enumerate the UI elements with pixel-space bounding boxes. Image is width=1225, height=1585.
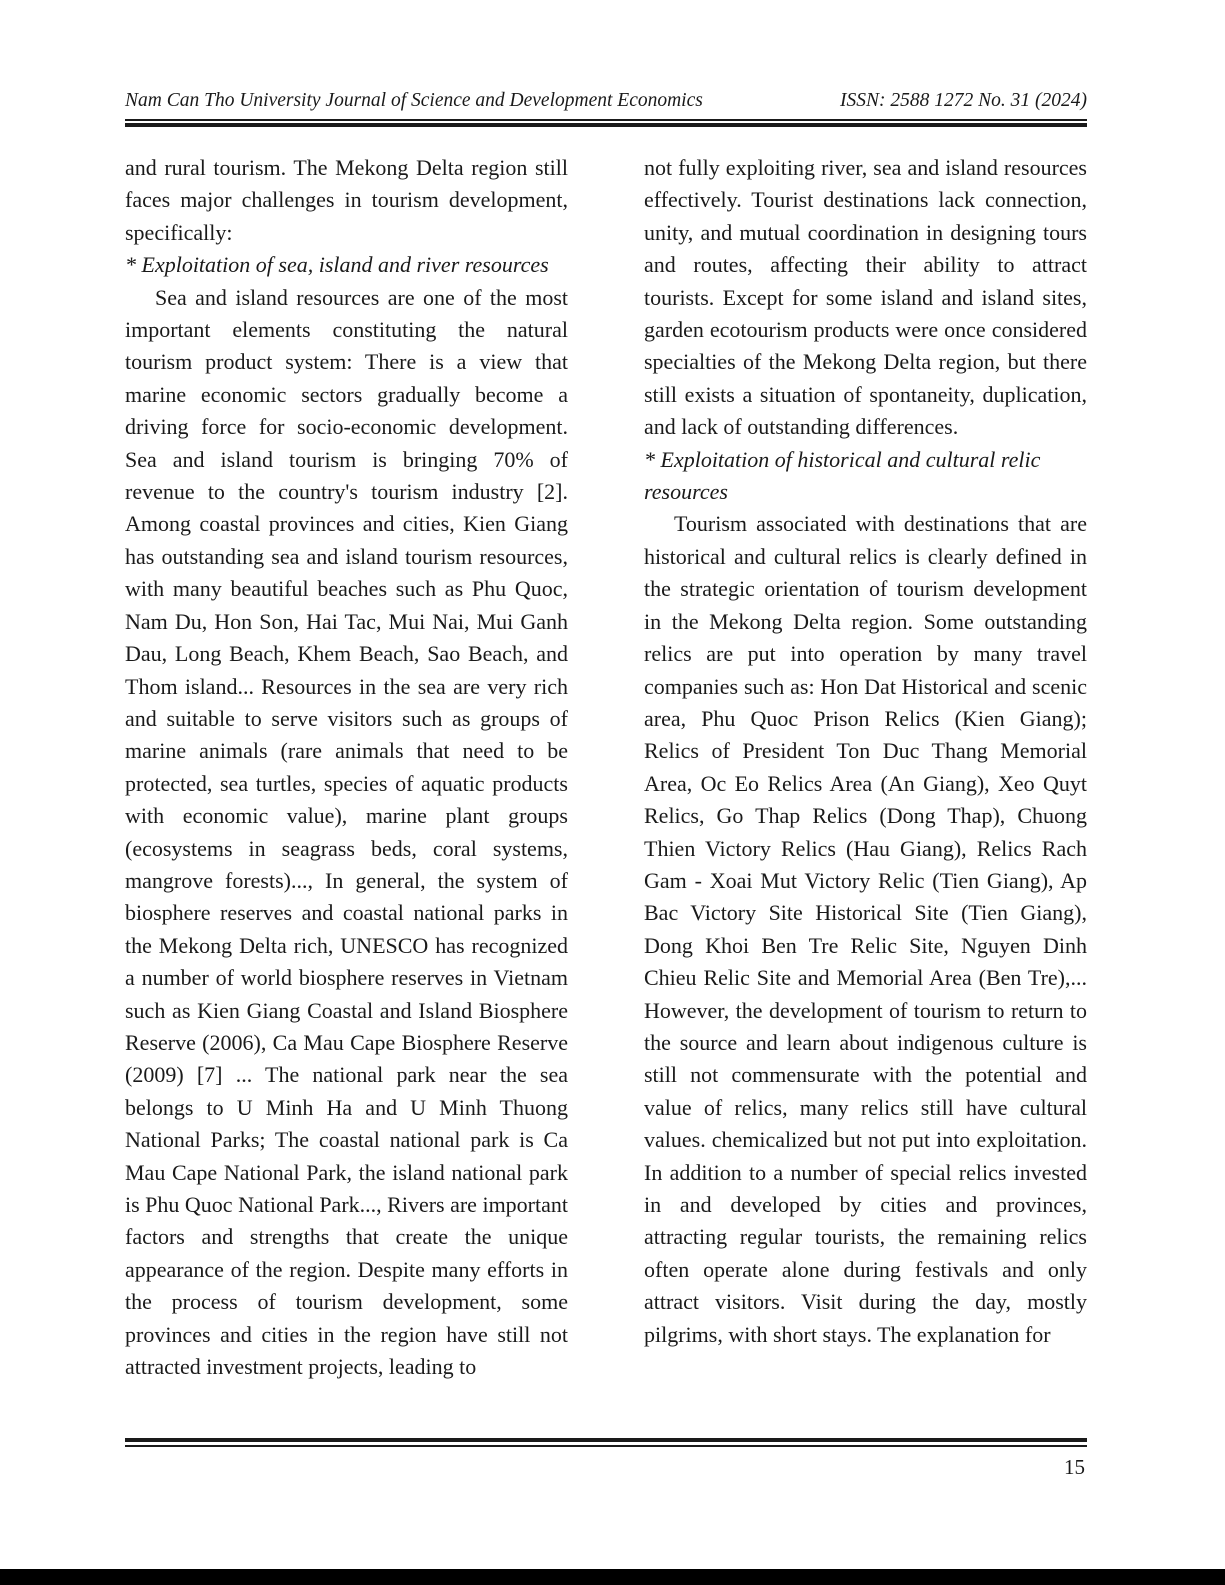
page-number: 15 bbox=[1064, 1455, 1085, 1479]
header-rule-thin bbox=[125, 119, 1087, 121]
running-header bbox=[125, 90, 1087, 118]
section-heading: * Exploitation of sea, island and river resources bbox=[125, 252, 549, 278]
right-column bbox=[644, 152, 1087, 1351]
section-heading: * Exploitation of historical and cultural relic resources bbox=[644, 446, 1041, 505]
paragraph: and rural tourism. The Mekong Delta region still faces major challenges in tourism development, specifically: bbox=[125, 155, 568, 245]
footer-rule-thin bbox=[125, 1445, 1087, 1447]
paragraph: Sea and island resources are one of the most important elements constituting the natural tourism product system: There is a view that marine economic sectors gradually become a driving force for socio-economic development. Sea and island tourism is bringing 70% of revenue to the country's tourism industry [2]. Among coastal provinces and cities, Kien Giang has outstanding sea and island tourism resources, with many beautiful beaches such as Phu Quoc, Nam Du, Hon Son, Hai Tac, Mui Nai, Mui Ganh Dau, Long Beach, Khem Beach, Sao Beach, and Thom island... Resources in the sea are very rich and suitable to serve visitors such as groups of marine animals (rare animals that need to be protected, sea turtles, species of aquatic products with economic value), marine plant groups (ecosystems in seagrass beds, coral systems, mangrove forests)..., In general, the system of biosphere reserves and coastal national parks in the Mekong Delta rich, UNESCO has recognized a number of world biosphere reserves in Vietnam such as Kien Giang Coastal and Island Biosphere Reserve (2006), Ca Mau Cape Biosphere Reserve (2009) [7] ... The national park near the sea belongs to U Minh Ha and U Minh Thuong National Parks; The coastal national park is Ca Mau Cape National Park, the island national park is Phu Quoc National Park..., Rivers are important factors and strengths that create the unique appearance of the region. Despite many efforts in the process of tourism development, some provinces and cities in the region have still not attracted investment projects, leading to bbox=[125, 284, 568, 1380]
header-rule-thick bbox=[125, 123, 1087, 127]
paragraph: not fully exploiting river, sea and island resources effectively. Tourist destinations lack connection, unity, and mutual coordination in designing tours and routes, affecting their ability to attract tourists. Except for some island and island sites, garden ecotourism products were once considered specialties of the Mekong Delta region, but there still exists a situation of spontaneity, duplication, and lack of outstanding differences. bbox=[644, 155, 1087, 440]
issn-issue: ISSN: 2588 1272 No. 31 (2024) bbox=[840, 90, 1087, 111]
paragraph: Tourism associated with destinations that are historical and cultural relics is clearly defined in the strategic orientation of tourism development in the Mekong Delta region. Some outstanding relics are put into operation by many travel companies such as: Hon Dat Historical and scenic area, Phu Quoc Prison Relics (Kien Giang); Relics of President Ton Duc Thang Memorial Area, Oc Eo Relics Area (An Giang), Xeo Quyt Relics, Go Thap Relics (Dong Thap), Chuong Thien Victory Relics (Hau Giang), Relics Rach Gam - Xoai Mut Victory Relic (Tien Giang), Ap Bac Victory Site Historical Site (Tien Giang), Dong Khoi Ben Tre Relic Site, Nguyen Dinh Chieu Relic Site and Memorial Area (Ben Tre),... However, the development of tourism to return to the source and learn about indigenous culture is still not commensurate with the potential and value of relics, many relics still have cultural values. chemicalized but not put into exploitation. In addition to a number of special relics invested in and developed by cities and provinces, attracting regular tourists, the remaining relics often operate alone during festivals and only attract visitors. Visit during the day, mostly pilgrims, with short stays. The explanation for bbox=[644, 511, 1087, 1347]
footer-rule-thick bbox=[125, 1438, 1087, 1442]
journal-title: Nam Can Tho University Journal of Science and Development Economics bbox=[125, 90, 703, 111]
left-column bbox=[125, 152, 568, 1383]
scan-edge bbox=[0, 1569, 1225, 1585]
